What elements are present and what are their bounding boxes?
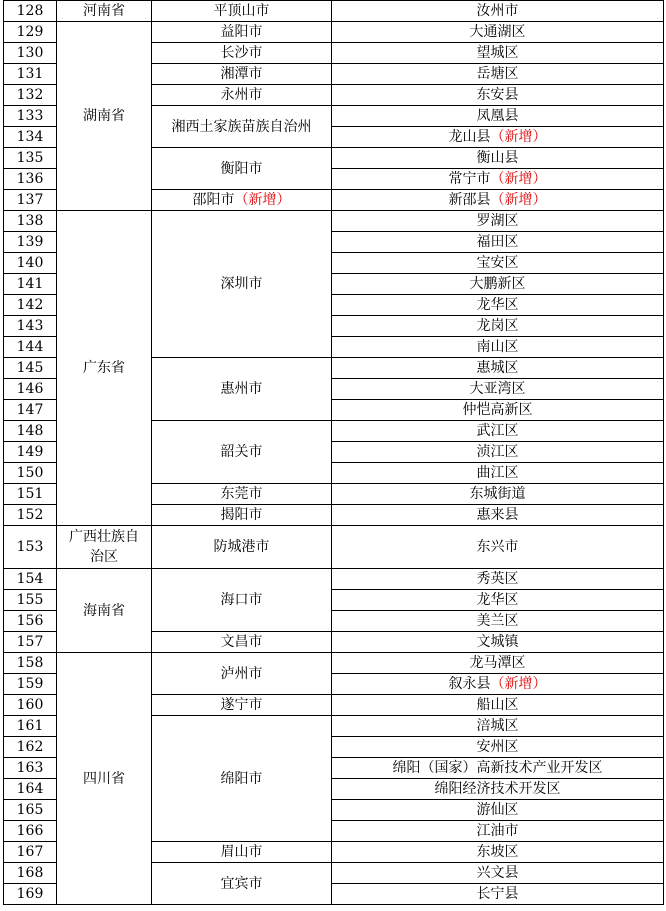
city-cell: [152, 22, 332, 43]
row-number: 168: [4, 863, 57, 884]
row-number: 166: [4, 821, 57, 842]
row-number: 137: [4, 190, 57, 211]
province-cell: 海南省: [57, 569, 152, 653]
city-name: 揭阳市: [220, 507, 263, 523]
row-number: 164: [4, 779, 57, 800]
area-cell: [332, 737, 664, 758]
area-cell: [332, 842, 664, 863]
row-number: 129: [4, 22, 57, 43]
area-cell: [332, 169, 664, 190]
area-name: 福田区: [476, 234, 519, 250]
area-name: 文城镇: [476, 634, 519, 650]
city-cell: [152, 695, 332, 716]
row-number: 143: [4, 316, 57, 337]
area-cell: [332, 484, 664, 505]
row-number: 151: [4, 484, 57, 505]
city-cell: [152, 526, 332, 569]
area-name: 游仙区: [476, 802, 519, 818]
area-name: 新邵县: [448, 192, 491, 208]
new-tag: （新增）: [490, 171, 547, 187]
area-cell: [332, 379, 664, 400]
area-name: 江油市: [476, 823, 519, 839]
row-number: 142: [4, 295, 57, 316]
area-name: 仲恺高新区: [462, 402, 533, 418]
table-row: [4, 22, 664, 43]
area-cell: [332, 43, 664, 64]
table-row: [4, 569, 664, 590]
area-cell: [332, 1, 664, 22]
area-name: 浈江区: [476, 444, 519, 460]
province-cell: 广西壮族自治区: [57, 526, 152, 569]
city-name: 韶关市: [220, 444, 263, 460]
area-name: 龙华区: [476, 592, 519, 608]
row-number: 141: [4, 274, 57, 295]
city-cell: [152, 43, 332, 64]
area-cell: [332, 884, 664, 905]
area-name: 美兰区: [476, 613, 519, 629]
row-number: 157: [4, 632, 57, 653]
area-name: 常宁市: [448, 171, 491, 187]
area-name: 武江区: [476, 423, 519, 439]
area-name: 叙永县: [448, 676, 491, 692]
table-row: [4, 653, 664, 674]
area-cell: [332, 800, 664, 821]
city-name: 防城港市: [213, 539, 270, 555]
area-name: 东兴市: [476, 539, 519, 555]
province-cell: 广东省: [57, 211, 152, 526]
area-name: 东城街道: [469, 486, 526, 502]
row-number: 130: [4, 43, 57, 64]
area-name: 绵阳经济技术开发区: [434, 781, 561, 797]
city-name: 文昌市: [220, 634, 263, 650]
city-cell: [152, 64, 332, 85]
area-name: 惠城区: [476, 360, 519, 376]
row-number: 161: [4, 716, 57, 737]
city-cell: [152, 421, 332, 484]
city-name: 惠州市: [220, 381, 263, 397]
city-cell: [152, 85, 332, 106]
row-number: 138: [4, 211, 57, 232]
row-number: 147: [4, 400, 57, 421]
row-number: 154: [4, 569, 57, 590]
row-number: 136: [4, 169, 57, 190]
city-cell: [152, 653, 332, 695]
area-cell: [332, 421, 664, 442]
area-cell: [332, 590, 664, 611]
row-number: 144: [4, 337, 57, 358]
area-name: 大亚湾区: [469, 381, 526, 397]
row-number: 128: [4, 1, 57, 22]
area-name: 龙马潭区: [469, 655, 526, 671]
area-cell: [332, 232, 664, 253]
area-name: 惠来县: [476, 507, 519, 523]
area-cell: [332, 22, 664, 43]
city-name: 东莞市: [220, 486, 263, 502]
area-name: 衡山县: [476, 150, 519, 166]
city-name: 长沙市: [220, 45, 263, 61]
row-number: 146: [4, 379, 57, 400]
city-cell: [152, 484, 332, 505]
area-cell: [332, 400, 664, 421]
area-cell: [332, 64, 664, 85]
area-name: 罗湖区: [476, 213, 519, 229]
area-cell: [332, 611, 664, 632]
row-number: 155: [4, 590, 57, 611]
city-name: 绵阳市: [220, 770, 263, 787]
city-name: 泸州市: [220, 665, 263, 682]
area-name: 绵阳（国家）高新技术产业开发区: [392, 760, 603, 776]
area-name: 龙山县: [448, 129, 491, 145]
area-name: 东坡区: [476, 844, 519, 860]
area-cell: [332, 442, 664, 463]
city-name: 永州市: [220, 87, 263, 103]
table-body: [4, 1, 664, 905]
area-cell: [332, 716, 664, 737]
area-cell: [332, 337, 664, 358]
city-name: 衡阳市: [220, 160, 263, 177]
area-name: 龙华区: [476, 297, 519, 313]
city-name: 遂宁市: [220, 697, 263, 713]
new-tag: （新增）: [490, 192, 547, 208]
row-number: 152: [4, 505, 57, 526]
city-cell: [152, 211, 332, 358]
row-number: 139: [4, 232, 57, 253]
row-number: 140: [4, 253, 57, 274]
row-number: 148: [4, 421, 57, 442]
area-cell: [332, 758, 664, 779]
area-name: 南山区: [476, 339, 519, 355]
province-cell: 湖南省: [57, 22, 152, 211]
pilot-area-table: [3, 0, 664, 905]
area-cell: [332, 653, 664, 674]
city-name: 益阳市: [220, 24, 263, 40]
new-tag: （新增）: [490, 676, 547, 692]
area-name: 大通湖区: [469, 24, 526, 40]
area-cell: [332, 148, 664, 169]
row-number: 150: [4, 463, 57, 484]
area-cell: [332, 863, 664, 884]
row-number: 135: [4, 148, 57, 169]
area-name: 望城区: [476, 45, 519, 61]
city-cell: [152, 716, 332, 842]
area-cell: [332, 211, 664, 232]
area-cell: [332, 674, 664, 695]
city-cell: [152, 632, 332, 653]
city-cell: [152, 148, 332, 190]
area-name: 船山区: [476, 697, 519, 713]
city-name: 湘潭市: [220, 66, 263, 82]
row-number: 134: [4, 127, 57, 148]
table-row: [4, 526, 664, 569]
row-number: 167: [4, 842, 57, 863]
table-row: [4, 211, 664, 232]
city-name: 深圳市: [220, 276, 263, 292]
area-cell: [332, 316, 664, 337]
row-number: 133: [4, 106, 57, 127]
province-cell: 河南省: [57, 1, 152, 22]
row-number: 162: [4, 737, 57, 758]
area-name: 兴文县: [476, 865, 519, 881]
row-number: 145: [4, 358, 57, 379]
area-cell: [332, 127, 664, 148]
row-number: 169: [4, 884, 57, 905]
area-cell: [332, 695, 664, 716]
area-cell: [332, 463, 664, 484]
row-number: 165: [4, 800, 57, 821]
area-cell: [332, 505, 664, 526]
row-number: 131: [4, 64, 57, 85]
city-cell: [152, 505, 332, 526]
city-name: 邵阳市: [192, 192, 235, 208]
area-cell: [332, 821, 664, 842]
area-cell: [332, 358, 664, 379]
city-name: 平顶山市: [213, 3, 270, 19]
city-cell: [152, 842, 332, 863]
row-number: 163: [4, 758, 57, 779]
row-number: 153: [4, 526, 57, 569]
area-cell: [332, 526, 664, 569]
row-number: 156: [4, 611, 57, 632]
city-name: 海口市: [220, 592, 263, 608]
area-name: 凤凰县: [476, 108, 519, 124]
area-cell: [332, 295, 664, 316]
city-cell: [152, 863, 332, 905]
area-cell: [332, 274, 664, 295]
row-number: 158: [4, 653, 57, 674]
city-cell: [152, 190, 332, 211]
area-name: 龙岗区: [476, 318, 519, 334]
area-cell: [332, 106, 664, 127]
city-cell: [152, 106, 332, 148]
area-name: 安州区: [476, 739, 519, 755]
area-name: 曲江区: [476, 465, 519, 481]
area-name: 大鹏新区: [469, 276, 526, 292]
city-name: 眉山市: [220, 844, 263, 860]
area-name: 东安县: [476, 87, 519, 103]
table-row: [4, 1, 664, 22]
new-tag: （新增）: [490, 129, 547, 145]
row-number: 149: [4, 442, 57, 463]
area-cell: [332, 85, 664, 106]
area-cell: [332, 779, 664, 800]
area-cell: [332, 569, 664, 590]
area-cell: [332, 632, 664, 653]
area-cell: [332, 190, 664, 211]
city-cell: [152, 358, 332, 421]
city-name: 湘西土家族苗族自治州: [171, 118, 312, 135]
area-name: 涪城区: [476, 718, 519, 734]
area-name: 长宁县: [476, 886, 519, 902]
area-name: 汝州市: [476, 3, 519, 19]
city-cell: [152, 569, 332, 632]
row-number: 132: [4, 85, 57, 106]
new-tag: （新增）: [234, 192, 291, 208]
area-name: 秀英区: [476, 571, 519, 587]
area-cell: [332, 253, 664, 274]
row-number: 159: [4, 674, 57, 695]
area-name: 宝安区: [476, 255, 519, 271]
city-cell: [152, 1, 332, 22]
city-name: 宜宾市: [220, 875, 263, 892]
area-name: 岳塘区: [476, 66, 519, 82]
province-cell: 四川省: [57, 653, 152, 905]
row-number: 160: [4, 695, 57, 716]
